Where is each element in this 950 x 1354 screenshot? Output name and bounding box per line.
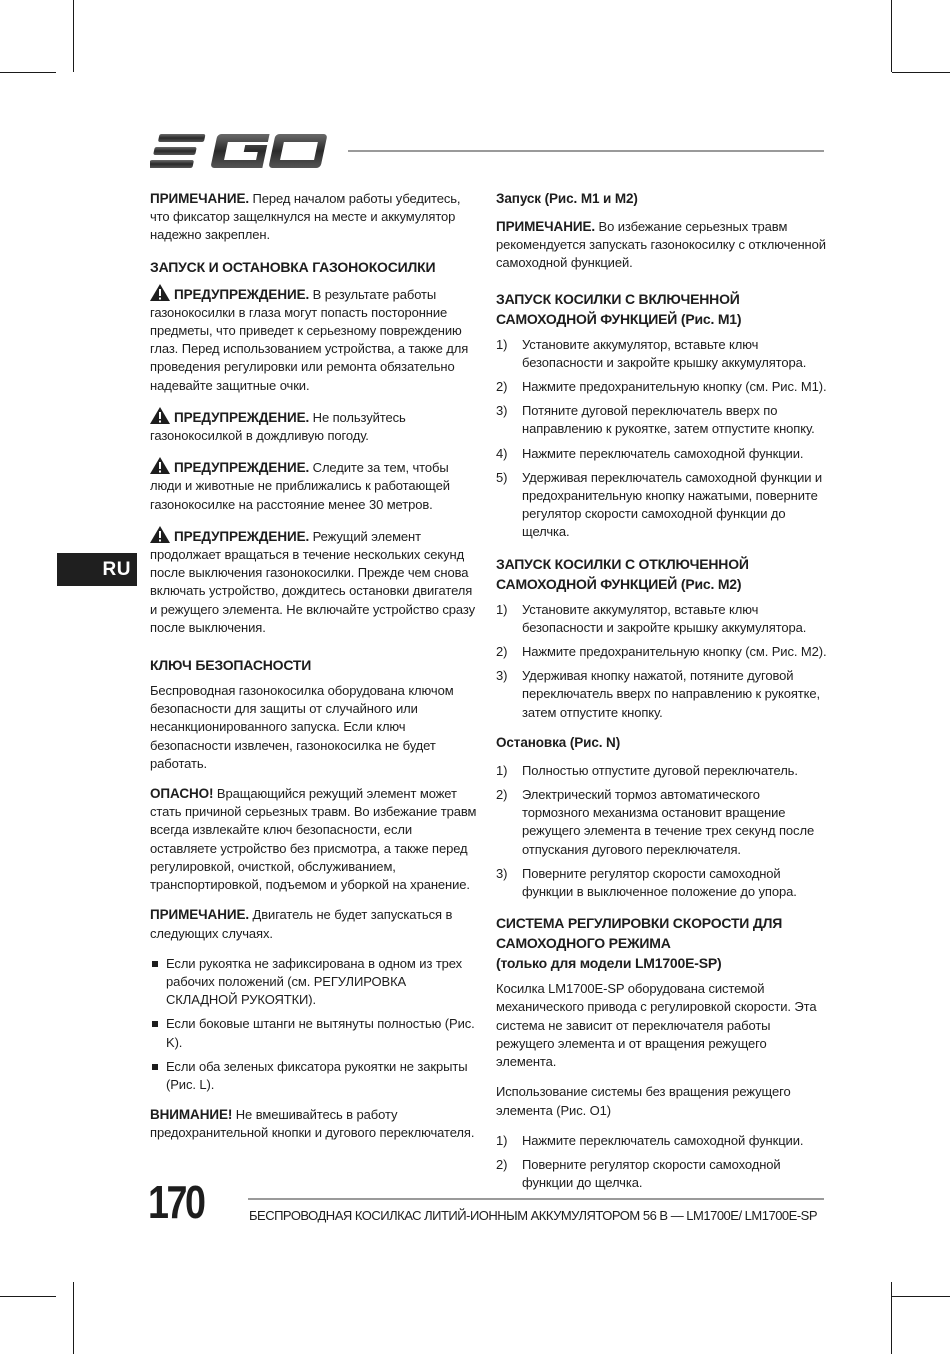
- warning-paragraph: ПРЕДУПРЕЖДЕНИЕ. Не пользуйтесь газонокосилкой в дождливую погоду.: [150, 407, 480, 445]
- list-item: Если боковые штанги не вытянуты полностью (Рис. K).: [150, 1015, 480, 1051]
- warning-icon: [150, 284, 170, 301]
- warning-paragraph: ПРЕДУПРЕЖДЕНИЕ. В результате работы газонокосилки в глаза могут попасть посторонние предметы, что приведет к серьезному повреждению глаз. Перед использованием устройства, а также для проведения регулировки или ремонта обязательно надевайте защитные очки.: [150, 284, 480, 395]
- numbered-list: [496, 1132, 828, 1193]
- list-item: 3) Поверните регулятор скорости самоходной функции в выключенное положение до упора.: [496, 865, 797, 900]
- section-heading: ЗАПУСК КОСИЛКИ С ОТКЛЮЧЕННОЙ САМОХОДНОЙ ФУНКЦИЕЙ (Рис. M2): [496, 555, 749, 592]
- section-heading: ЗАПУСК И ОСТАНОВКА ГАЗОНОКОСИЛКИ: [150, 258, 436, 275]
- ego-logo: [150, 132, 330, 170]
- section-heading: СИСТЕМА РЕГУЛИРОВКИ СКОРОСТИ ДЛЯ САМОХОДНОГО РЕЖИМА: [496, 915, 783, 952]
- right-column: [496, 190, 828, 1204]
- list-item: 2) Нажмите предохранительную кнопку (см. Рис. M1).: [496, 379, 827, 395]
- warning-icon: [150, 457, 170, 474]
- list-item: 3) Удерживая кнопку нажатой, потяните дуговой переключатель вверх по направлению к рукоятке, затем отпустите кнопку.: [496, 668, 821, 720]
- list-item: 1) Нажмите переключатель самоходной функции.: [496, 1132, 804, 1148]
- note-paragraph: ПРИМЕЧАНИЕ. Во избежание серьезных травм рекомендуется запускать газонокосилку с отключенной самоходной функцией.: [496, 219, 826, 271]
- list-item: 1) Полностью отпустите дуговой переключатель.: [496, 762, 798, 778]
- subsection-heading: Остановка (Рис. N): [496, 734, 621, 750]
- note-paragraph: ПРИМЕЧАНИЕ. Перед началом работы убедитесь, что фиксатор защелкнулся на месте и аккумулятор надежно закреплен.: [150, 191, 461, 243]
- section-heading: КЛЮЧ БЕЗОПАСНОСТИ: [150, 657, 312, 674]
- warning-icon: [150, 407, 170, 424]
- warning-paragraph: ПРЕДУПРЕЖДЕНИЕ. Следите за тем, чтобы люди и животные не приближались к работающей газонокосилке на расстояние менее 30 метров.: [150, 457, 480, 514]
- crop-mark: [0, 72, 56, 73]
- numbered-list: [496, 762, 828, 901]
- crop-mark: [892, 72, 950, 73]
- list-item: Если оба зеленых фиксатора рукоятки не закрыты (Рис. L).: [150, 1058, 480, 1094]
- crop-mark: [73, 0, 74, 72]
- crop-mark: [73, 1282, 74, 1354]
- footer-title: БЕСПРОВОДНАЯ КОСИЛКАС ЛИТИЙ-ИОННЫМ АККУМУЛЯТОРОМ 56 В — LM1700E/ LM1700E-SP: [249, 1208, 817, 1223]
- list-item: 2) Поверните регулятор скорости самоходной функции до щелчка.: [496, 1156, 781, 1191]
- bullet-list: [150, 955, 480, 1094]
- list-item: Если рукоятка не зафиксирована в одном из трех рабочих положений (см. РЕГУЛИРОВКА СКЛАДНОЙ РУКОЯТКИ).: [150, 955, 480, 1010]
- warning-paragraph: ПРЕДУПРЕЖДЕНИЕ. Режущий элемент продолжает вращаться в течение нескольких секунд после выключения газонокосилки. Прежде чем снова включать устройство, дождитесь остановки двигателя и режущего элемента. Не включайте устройство сразу после выключения.: [150, 526, 480, 637]
- footer-rule: [248, 1198, 824, 1200]
- numbered-list: [496, 336, 828, 542]
- header-rule: [348, 150, 824, 152]
- list-item: 1) Установите аккумулятор, вставьте ключ безопасности и закройте крышку аккумулятора.: [496, 336, 807, 370]
- language-tab: RU: [57, 553, 137, 586]
- page-number: 170: [148, 1176, 204, 1228]
- section-heading: ЗАПУСК КОСИЛКИ С ВКЛЮЧЕННОЙ САМОХОДНОЙ ФУНКЦИЕЙ (Рис. M1): [496, 290, 742, 327]
- list-item: 4) Нажмите переключатель самоходной функции.: [496, 445, 804, 461]
- list-item: 3) Потяните дуговой переключатель вверх по направлению к рукоятке, затем отпустите кнопку.: [496, 403, 815, 437]
- section-subheading: (только для модели LM1700E-SP): [496, 955, 722, 972]
- crop-mark: [891, 1282, 892, 1354]
- list-item: 2) Нажмите предохранительную кнопку (см. Рис. M2).: [496, 644, 827, 660]
- list-item: 1) Установите аккумулятор, вставьте ключ безопасности и закройте крышку аккумулятора.: [496, 601, 807, 635]
- note-paragraph: ПРИМЕЧАНИЕ. Двигатель не будет запускаться в следующих случаях.: [150, 907, 453, 941]
- left-column: [150, 190, 480, 1155]
- numbered-list: [496, 601, 828, 722]
- bullet-square-icon: [152, 1064, 158, 1070]
- body-paragraph: Беспроводная газонокосилка оборудована ключом безопасности для защиты от случайного или несанкционированного запуска. Если ключ безопасности извлечен, газонокосилка не будет работать.: [150, 683, 454, 771]
- attention-paragraph: ВНИМАНИЕ! Не вмешивайтесь в работу предохранительной кнопки и дугового переключателя.: [150, 1107, 475, 1141]
- list-item: 2) Электрический тормоз автоматического тормозного механизма остановит вращение режущего элемента в течение трех секунд после отпускания дугового переключателя.: [496, 787, 815, 857]
- warning-icon: [150, 526, 170, 543]
- bullet-square-icon: [152, 1021, 158, 1027]
- crop-mark: [891, 0, 892, 72]
- body-paragraph: Использование системы без вращения режущего элемента (Рис. O1): [496, 1084, 791, 1118]
- crop-mark: [0, 1296, 56, 1297]
- bullet-square-icon: [152, 961, 158, 967]
- list-item: 5) Удерживая переключатель самоходной функции и предохранительную кнопку нажатыми, поверните регулятор скорости самоходной функции до щелчка.: [496, 469, 823, 540]
- subsection-heading: Запуск (Рис. M1 и M2): [496, 191, 638, 206]
- danger-paragraph: ОПАСНО! Вращающийся режущий элемент может стать причиной серьезных травм. Во избежание травм всегда извлекайте ключ безопасности, если оставляете устройство без присмотра, а также перед регулировкой, очисткой, обслуживанием, транспортировкой, подъемом и уборкой на хранение.: [150, 786, 477, 893]
- body-paragraph: Косилка LM1700E-SP оборудована системой механического привода с регулировкой скорости. Эта система не зависит от переключателя работы режущего элемента и от вращения режущего элемента.: [496, 981, 817, 1070]
- crop-mark: [892, 1296, 950, 1297]
